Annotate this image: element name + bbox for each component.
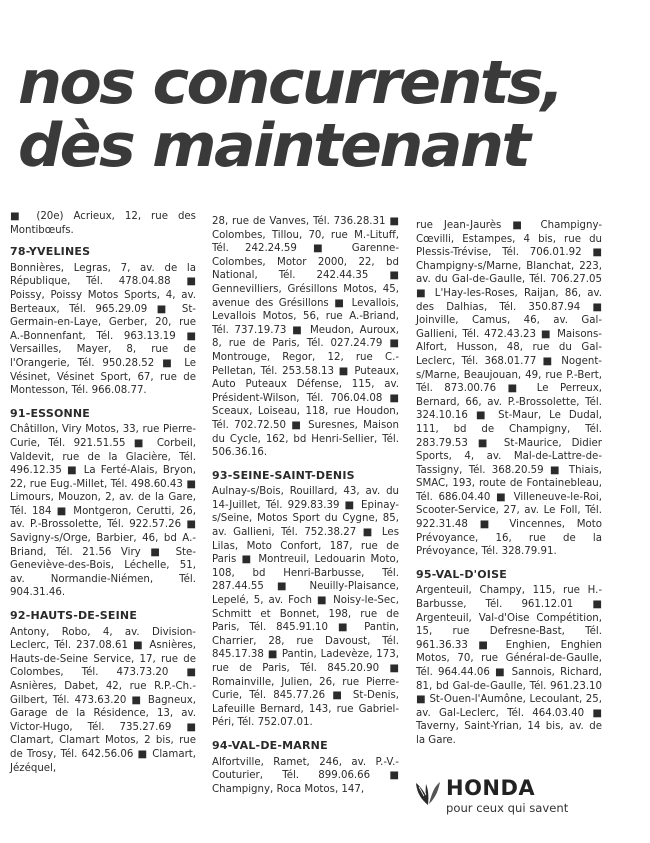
dealers-hauts-de-seine: Antony, Robo, 4, av. Division-Leclerc, Tél. 237.08.61 ■ Asnières, Hauts-de-Seine Service, 17, rue de Colombes, Tél. 473.73.20 ■ Asnières, Dabet, 42, rue R.P.-Ch.-Gilbert, Tél. 473.63.20 ■ Bagneux, Garage de la Résidence, 13, av. Victor-Hugo, Tél. 735.27.69 ■ Clamart, Clamart Motos, 2 bis, rue de Trosy, Tél. 642.56.06 ■ Clamart, Jézéquel,	[10, 626, 196, 774]
dept-heading-essonne: 91-ESSONNE	[10, 406, 91, 420]
dept-heading-hauts-de-seine: 92-HAUTS-DE-SEINE	[10, 609, 138, 623]
honda-wing-icon	[413, 778, 443, 808]
dealers-val-d-oise: Argenteuil, Champy, 115, rue H.-Barbusse, Tél. 961.12.01 ■ Argenteuil, Val-d'Oise Compétition, 15, rue Defresne-Bast, Tél. 961.36.33 ■ Enghien, Enghien Motos, 70, rue Général-de-Gaulle, Tél. 964.44.06 ■ Sannois, Richard, 81, bd Gal-de-Gaulle, Tél. 961.23.10 ■ St-Ouen-l'Aumône, Lecoulant, 25, av. Gal-Leclerc, Tél. 464.03.40 ■ Taverny, Saint-Yrian, 14 bis, av. de la Gare.	[416, 585, 602, 746]
honda-logo	[413, 776, 603, 826]
intro-text: ■ (20e) Acrieux, 12, rue des Montibœufs.	[10, 211, 196, 236]
column-3	[416, 219, 602, 748]
dept-heading-seine-saint-denis: 93-SEINE-SAINT-DENIS	[212, 468, 355, 482]
dealers-seine-saint-denis: Aulnay-s/Bois, Rouillard, 43, av. du 14-Juillet, Tél. 929.83.39 ■ Epinay-s/Seine, Motos Sport du Cygne, 85, av. Gallieni, Tél. 752.38.27 ■ Les Lilas, Moto Confort, 187, rue de Paris ■ Montreuil, Ledouarin Moto, 108, bd Henri-Barbusse, Tél. 287.44.55 ■ Neuilly-Plaisance, Lepelé, 5, av. Foch ■ Noisy-le-Sec, Schmitt et Bonnet, 198, rue de Paris, Tél. 845.91.10 ■ Pantin, Charrier, 28, rue Davoust, Tél. 845.17.38 ■ Pantin, Ladevèze, 173, rue de Paris, Tél. 845.20.90 ■ Romainville, Julien, 26, rue Pierre-Curie, Tél. 845.77.26 ■ St-Denis, Lafeuille Bernard, 143, rue Gabriel-Péri, Tél. 752.07.01.	[212, 486, 399, 729]
brand-tagline: pour ceux qui savent	[446, 801, 569, 815]
dealers-essonne: Châtillon, Viry Motos, 33, rue Pierre-Curie, Tél. 921.51.55 ■ Corbeil, Valdevit, rue de la Glacière, Tél. 496.12.35 ■ La Ferté-Alais, Bryon, 22, rue Eug.-Millet, Tél. 498.60.43 ■ Limours, Mouzon, 2, av. de la Gare, Tél. 184 ■ Montgeron, Cerutti, 26, av. P.-Brossolette, Tél. 922.57.26 ■ Savigny-s/Orge, Barbier, 46, bd A.-Briand, Tél. 21.56 Viry ■ Ste-Geneviève-des-Bois, Léchelle, 51, av. Normandie-Niémen, Tél. 904.31.46.	[10, 424, 196, 599]
dealers-val-de-marne-continued: rue Jean-Jaurès ■ Champigny-Cœvilli, Estampes, 4 bis, rue du Plessis-Trévise, Tél. 706.01.92 ■ Champigny-s/Marne, Blanchat, 223, av. du Gal-de-Gaulle, Tél. 706.27.05 ■ L'Hay-les-Roses, Raijan, 86, av. des Dalhias, Tél. 350.87.94 ■ Joinville, Camus, 46, av. Gal-Gallieni, Tél. 472.43.23 ■ Maisons-Alfort, Husson, 48, rue du Gal-Leclerc, Tél. 368.01.77 ■ Nogent-s/Marne, Beaujouan, 49, rue P.-Bert, Tél. 873.00.76 ■ Le Perreux, Bernard, 66, av. P.-Brossolette, Tél. 324.10.16 ■ St-Maur, Le Dudal, 111, bd de Champigny, Tél. 283.79.53 ■ St-Maurice, Didier Sports, 4, av. Mal-de-Lattre-de-Tassigny, Tél. 368.20.59 ■ Thiais, SMAC, 193, route de Fontainebleau, Tél. 686.04.40 ■ Villeneuve-le-Roi, Scooter-Service, 27, av. Le Foll, Tél. 922.31.48 ■ Vincennes, Moto Prévoyance, 16, rue de la Prévoyance, Tél. 328.79.91.	[416, 220, 602, 558]
dept-heading-val-d-oise: 95-VAL-D'OISE	[416, 567, 507, 581]
headline-line-1: nos concurrents,	[18, 48, 562, 118]
dealers-yvelines: Bonnières, Legras, 7, av. de la République, Tél. 478.04.88 ■ Poissy, Poissy Motos Sports, 4, av. Berteaux, Tél. 965.29.09 ■ St-Germain-en-Laye, Gerber, 20, rue A.-Bonnenfant, Tél. 963.13.19 ■ Versailles, Mayer, 8, rue de l'Orangerie, Tél. 950.28.52 ■ Le Vésinet, Vésinet Sport, 67, rue de Montesson, Tél. 966.08.77.	[10, 262, 196, 397]
dealers-val-de-marne: Alfortville, Ramet, 246, av. P.-V.-Couturier, Tél. 899.06.66 ■ Champigny, Roca Motos, 147,	[212, 756, 399, 795]
headline	[18, 48, 650, 181]
brand-name: HONDA	[446, 776, 536, 800]
dealers-hauts-de-seine-continued: 28, rue de Vanves, Tél. 736.28.31 ■ Colombes, Tillou, 70, rue M.-Lituff, Tél. 242.24.59 ■ Garenne-Colombes, Motor 2000, 22, bd National, Tél. 242.44.35 ■ Gennevilliers, Grésillons Motos, 45, avenue des Grésillons ■ Levallois, Levallois Motos, 56, rue A.-Briand, Tél. 737.19.73 ■ Meudon, Auroux, 8, rue de Paris, Tél. 027.24.79 ■ Montrouge, Regor, 12, rue C.-Pelletan, Tél. 253.58.13 ■ Puteaux, Auto Puteaux Défense, 115, av. Président-Wilson, Tél. 706.04.08 ■ Sceaux, Loiseau, 118, rue Houdon, Tél. 702.72.50 ■ Suresnes, Maison du Cycle, 162, bd Henri-Sellier, Tél. 506.36.16.	[212, 216, 399, 459]
dept-heading-val-de-marne: 94-VAL-DE-MARNE	[212, 738, 328, 752]
column-1	[10, 210, 196, 775]
dept-heading-yvelines: 78-YVELINES	[10, 245, 91, 259]
column-2	[212, 215, 399, 796]
headline-line-2: dès maintenant	[18, 111, 529, 181]
